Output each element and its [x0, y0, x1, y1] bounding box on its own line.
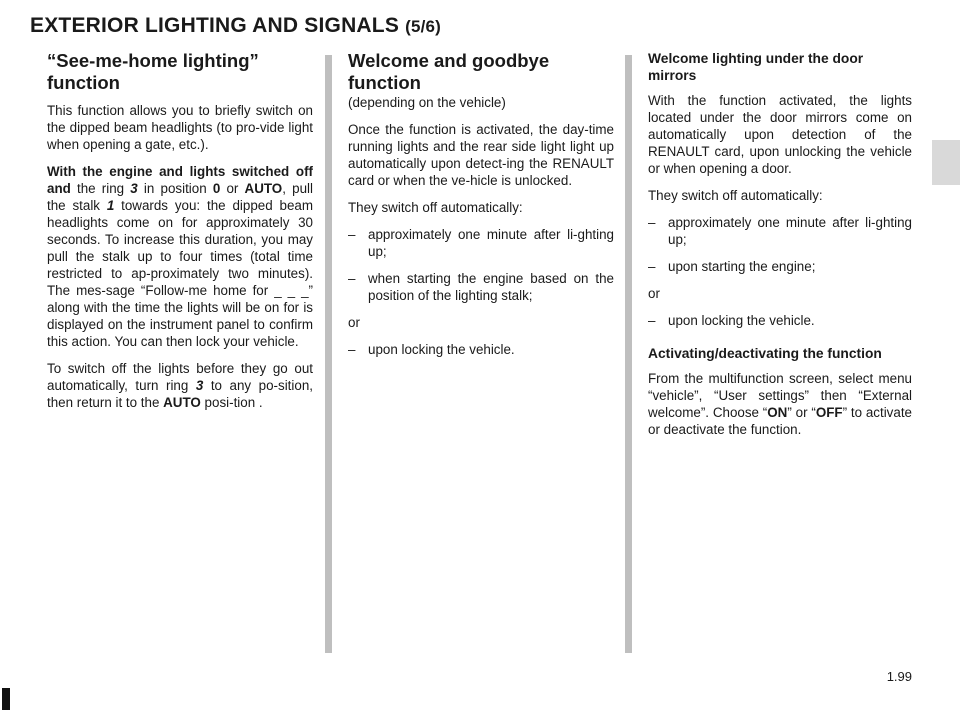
- list-item-text: when starting the engine based on the position of the lighting stalk;: [368, 271, 614, 303]
- text: towards you: the dipped beam headlights come on for approximately 30 seconds. To increase this duration, you may pull the stalk up to four times (total time restricted to ap-proximately two minutes). The mes-sage “Follow-me home for _ _ _” along with the time the lights will be on for is displayed on the instrument panel to confirm this action. You can then lock your vehicle.: [47, 198, 313, 349]
- text: ” or “: [787, 405, 816, 420]
- column-welcome-goodbye: [348, 50, 614, 368]
- paragraph: [47, 163, 313, 350]
- list-item: [648, 312, 912, 329]
- column-see-me-home: [47, 50, 313, 421]
- ring-reference: 3: [130, 181, 138, 196]
- bold-text: With the engine and lights switched off and: [47, 164, 313, 196]
- on-label: ON: [767, 405, 788, 420]
- dash-bullet: –: [348, 227, 356, 242]
- page-title-text: EXTERIOR LIGHTING AND SIGNALS: [30, 14, 400, 37]
- or-text: or: [348, 315, 360, 330]
- position-reference: 0: [212, 181, 221, 196]
- text: or: [220, 181, 245, 196]
- chapter-tab: [932, 140, 960, 185]
- list-item-text: upon locking the vehicle.: [668, 313, 815, 328]
- list-item: [348, 270, 614, 304]
- text: to any po-sition, then return it to the: [47, 378, 313, 410]
- text: in position: [137, 181, 213, 196]
- column-divider: [625, 55, 632, 653]
- section-subheading: (depending on the vehicle): [348, 95, 506, 110]
- list-item: [348, 341, 614, 358]
- text: From the multifunction screen, select menu “vehicle”, “User settings” then “External welcome”. Choose “: [648, 371, 912, 420]
- paragraph: [648, 370, 912, 438]
- column-divider: [325, 55, 332, 653]
- paragraph: This function allows you to briefly switch on the dipped beam headlights (to pro-vide light when opening a gate, etc.).: [47, 103, 313, 152]
- list-item-text: upon locking the vehicle.: [368, 342, 515, 357]
- list-item-text: upon starting the engine;: [668, 259, 816, 274]
- page-number: 1.99: [886, 669, 912, 684]
- off-label: OFF: [815, 405, 843, 420]
- auto-label: AUTO: [163, 395, 201, 410]
- page-title: [30, 14, 441, 38]
- section-heading-see-me-home: “See-me-home lighting” function: [47, 50, 259, 93]
- or-text: or: [648, 286, 660, 301]
- column-door-mirror-lighting: [648, 50, 912, 448]
- section-heading-welcome-goodbye: Welcome and goodbye function: [348, 50, 550, 93]
- corner-mark: [2, 688, 10, 710]
- text: , pull the stalk: [47, 181, 313, 213]
- section-heading-activate: Activating/deactivating the function: [648, 346, 882, 361]
- dash-bullet: –: [348, 342, 356, 357]
- dash-bullet: –: [648, 259, 656, 274]
- ring-reference: 3: [195, 378, 204, 393]
- list-item-text: approximately one minute after li-ghting up;: [668, 215, 912, 247]
- stalk-reference: 1: [106, 198, 115, 213]
- text: the ring: [70, 181, 131, 196]
- text: To switch off the lights before they go out automatically, turn ring: [47, 361, 313, 393]
- page-part-indicator: (5/6): [405, 17, 442, 36]
- dash-bullet: –: [348, 271, 356, 286]
- text: posi-tion .: [200, 395, 263, 410]
- paragraph: With the function activated, the lights located under the door mirrors come on automatically upon detection of the RENAULT card, upon unlocking the vehicle or when opening a door.: [648, 93, 912, 176]
- paragraph: They switch off automatically:: [648, 188, 823, 203]
- list-item: [348, 226, 614, 260]
- list-item-text: approximately one minute after li-ghting up;: [368, 227, 614, 259]
- paragraph: They switch off automatically:: [348, 200, 523, 215]
- dash-bullet: –: [648, 313, 656, 328]
- text: ” to activate or deactivate the function.: [648, 405, 912, 437]
- auto-label: AUTO: [244, 181, 283, 196]
- paragraph: Once the function is activated, the day-time running lights and the rear side light light up automatically upon detect-ing the RENAULT card or when the ve-hicle is unlocked.: [348, 122, 614, 188]
- paragraph: [47, 360, 313, 411]
- list-item: [648, 258, 912, 275]
- list-item: [648, 214, 912, 248]
- dash-bullet: –: [648, 215, 656, 230]
- section-heading-door-mirrors: Welcome lighting under the door mirrors: [648, 51, 864, 83]
